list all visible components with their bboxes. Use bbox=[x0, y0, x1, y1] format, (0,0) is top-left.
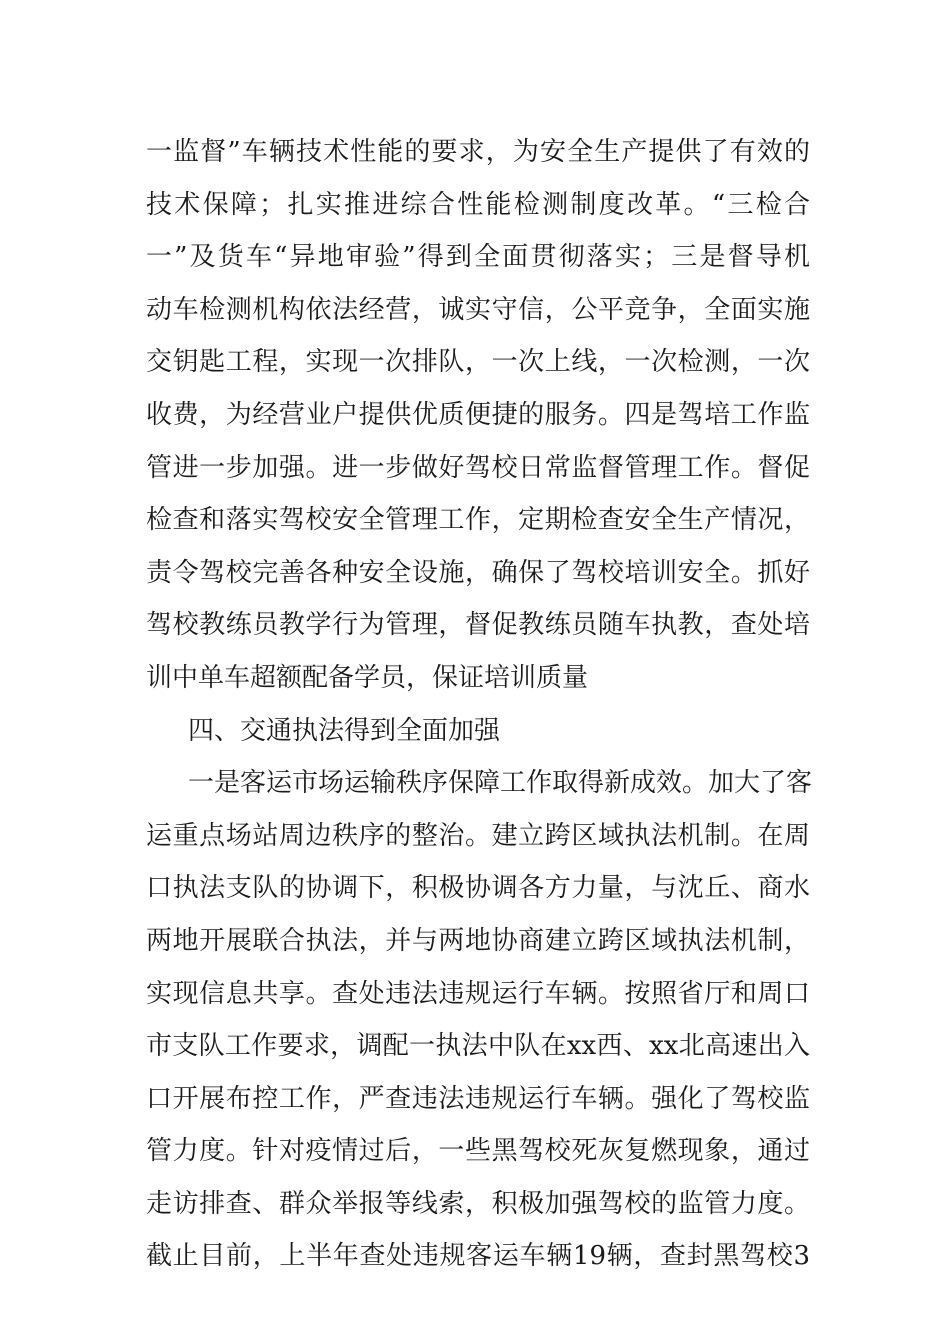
text-line: 截止目前，上半年查处违规客运车辆19辆，查封黑驾校3 bbox=[146, 1241, 810, 1272]
text-line: 一”及货车“异地审验”得到全面贯彻落实；三是督导机 bbox=[146, 242, 810, 273]
text-line: 走访排查、群众举报等线索，积极加强驾校的监管力度。 bbox=[146, 1188, 810, 1219]
text-line: 市支队工作要求，调配一执法中队在xx西、xx北高速出入 bbox=[146, 1031, 810, 1062]
text-line: 一监督”车辆技术性能的要求，为安全生产提供了有效的 bbox=[146, 137, 810, 167]
paragraph-end-line: 训中单车超额配备学员，保证培训质量 bbox=[146, 662, 589, 693]
text-line: 运重点场站周边秩序的整治。建立跨区域执法机制。在周 bbox=[146, 820, 810, 851]
text-line: 两地开展联合执法，并与两地协商建立跨区域执法机制， bbox=[146, 925, 810, 956]
text-line: 实现信息共享。查处违法违规运行车辆。按照省厅和周口 bbox=[146, 978, 810, 1009]
document-body bbox=[146, 126, 813, 1283]
text-line: 管力度。针对疫情过后，一些黑驾校死灰复燃现象，通过 bbox=[146, 1136, 810, 1167]
text-line: 责令驾校完善各种安全设施，确保了驾校培训安全。抓好 bbox=[146, 557, 810, 588]
text-line: 驾校教练员教学行为管理，督促教练员随车执教，查处培 bbox=[146, 610, 810, 641]
text-line: 管进一步加强。进一步做好驾校日常监督管理工作。督促 bbox=[146, 452, 810, 483]
text-line: 检查和落实驾校安全管理工作，定期检查安全生产情况， bbox=[146, 505, 810, 536]
section-heading: 四、交通执法得到全面加强 bbox=[188, 715, 501, 746]
text-line: 口执法支队的协调下，积极协调各方力量，与沈丘、商水 bbox=[146, 873, 810, 904]
text-line: 动车检测机构依法经营，诚实守信，公平竞争，全面实施 bbox=[146, 294, 810, 325]
text-line: 技术保障；扎实推进综合性能检测制度改革。“三检合 bbox=[146, 189, 810, 220]
paragraph-first-line: 一是客运市场运输秩序保障工作取得新成效。加大了客 bbox=[188, 768, 813, 799]
text-line: 收费，为经营业户提供优质便捷的服务。四是驾培工作监 bbox=[146, 399, 810, 430]
text-line: 口开展布控工作，严查违法违规运行车辆。强化了驾校监 bbox=[146, 1083, 810, 1114]
text-line: 交钥匙工程，实现一次排队，一次上线，一次检测，一次 bbox=[146, 347, 810, 378]
